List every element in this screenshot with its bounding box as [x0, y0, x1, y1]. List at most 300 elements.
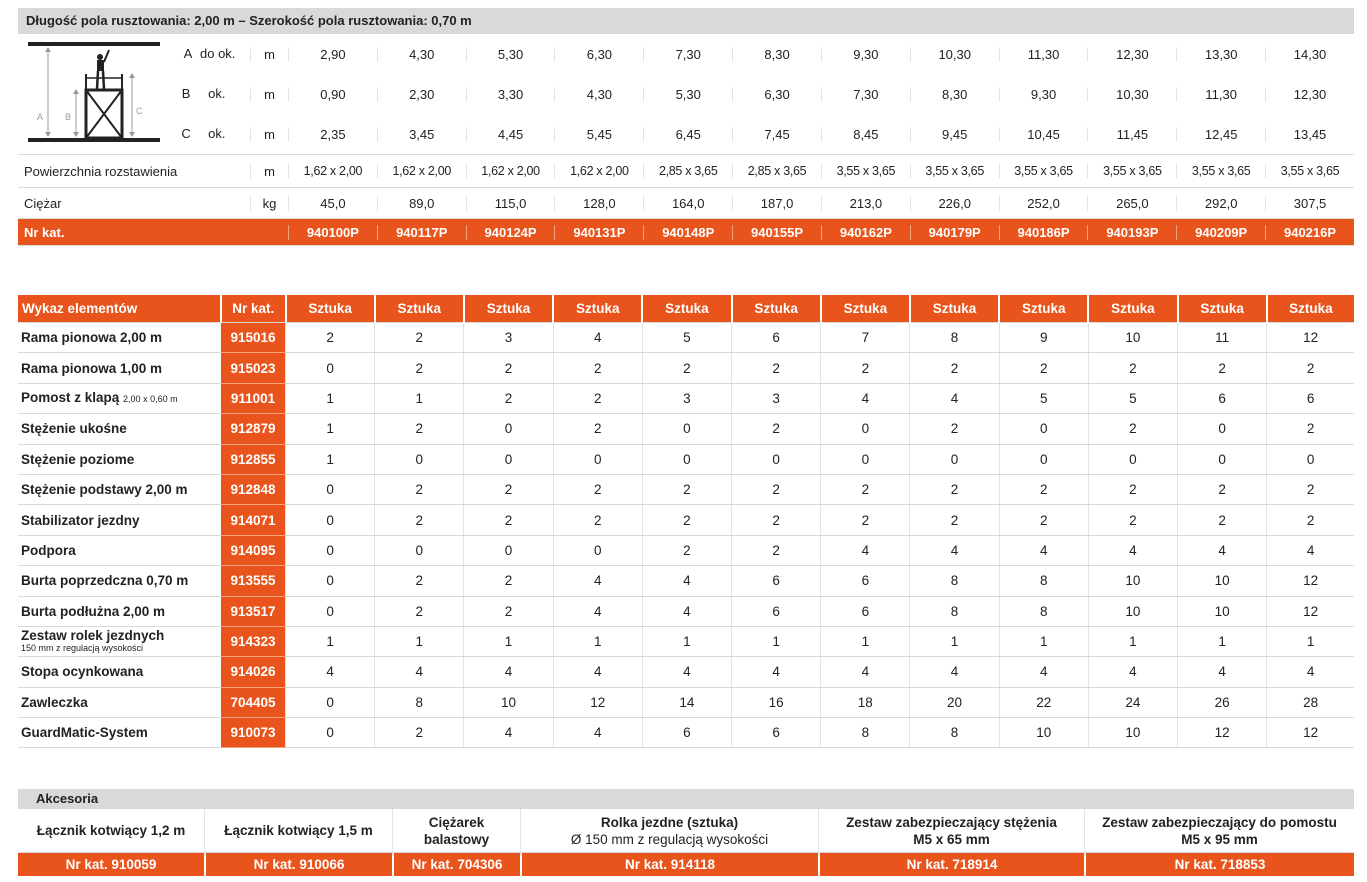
- table-row: [18, 535, 1354, 565]
- value-cell: 2,35: [288, 127, 377, 142]
- quantity-cell: 2: [375, 353, 464, 383]
- element-name-text: Stężenie poziome: [21, 451, 135, 467]
- quantity-cell: 1: [286, 383, 375, 413]
- accessories-catalog-row: [18, 853, 1354, 876]
- quantity-cell: 2: [1088, 474, 1177, 504]
- accessory-name-cell: [204, 809, 392, 853]
- qty-header: Sztuka: [999, 295, 1088, 323]
- quantity-cell: 4: [553, 323, 642, 353]
- quantity-cell: 10: [1178, 566, 1267, 596]
- element-name-text: Burta podłużna 2,00 m: [21, 603, 166, 619]
- value-cell: 6,30: [732, 87, 821, 102]
- quantity-cell: 11: [1178, 323, 1267, 353]
- elements-table: [18, 295, 1354, 748]
- quantity-cell: 1: [1267, 626, 1354, 656]
- value-cell: 7,30: [643, 47, 732, 62]
- elements-header-name: Wykaz elementów: [18, 295, 221, 323]
- quantity-cell: 4: [642, 657, 731, 687]
- value-cell: 940100P: [288, 225, 377, 240]
- quantity-cell: 4: [286, 657, 375, 687]
- value-cell: 45,0: [288, 196, 377, 211]
- quantity-cell: 2: [821, 474, 910, 504]
- unit-cell: m: [250, 164, 288, 179]
- value-cell: 8,45: [821, 127, 910, 142]
- qty-header: Sztuka: [732, 295, 821, 323]
- quantity-cell: 12: [1178, 718, 1267, 748]
- quantity-cell: 6: [642, 718, 731, 748]
- element-name-text: Stężenie podstawy 2,00 m: [21, 482, 188, 498]
- value-cell: 5,30: [466, 47, 555, 62]
- value-cell: 3,30: [466, 87, 555, 102]
- element-name-text: GuardMatic-System: [21, 725, 148, 741]
- element-name-text: Zawleczka: [21, 694, 88, 710]
- element-catalog-number: 914323: [221, 626, 286, 656]
- quantity-cell: 2: [642, 353, 731, 383]
- value-cell: 940148P: [643, 225, 732, 240]
- value-cell: 4,30: [554, 87, 643, 102]
- dimension-rows: [18, 34, 1354, 154]
- dimension-labels: [176, 34, 250, 154]
- value-cell: 11,30: [999, 47, 1088, 62]
- element-catalog-number: 912879: [221, 414, 286, 444]
- value-cell: 8,30: [732, 47, 821, 62]
- element-catalog-number: 910073: [221, 718, 286, 748]
- quantity-cell: 1: [1178, 626, 1267, 656]
- quantity-cell: 0: [286, 505, 375, 535]
- quantity-cell: 2: [821, 505, 910, 535]
- base-area-label: Powierzchnia rozstawienia: [24, 163, 178, 179]
- accessory-name-cell: [392, 809, 520, 853]
- base-area-row: [18, 154, 1354, 188]
- element-name: [18, 718, 221, 748]
- quantity-cell: 18: [821, 687, 910, 717]
- quantity-cell: 14: [642, 687, 731, 717]
- value-cell: 940179P: [910, 225, 999, 240]
- quantity-cell: 0: [464, 414, 553, 444]
- quantity-cell: 4: [821, 535, 910, 565]
- accessory-detail: M5 x 95 mm: [1181, 831, 1258, 847]
- value-cell: 940216P: [1265, 225, 1354, 240]
- quantity-cell: 2: [553, 505, 642, 535]
- value-cell: 2,90: [288, 47, 377, 62]
- quantity-cell: 10: [1088, 566, 1177, 596]
- quantity-cell: 2: [910, 353, 999, 383]
- element-name: [18, 566, 221, 596]
- value-cell: 940117P: [377, 225, 466, 240]
- quantity-cell: 6: [732, 596, 821, 626]
- quantity-cell: 4: [821, 657, 910, 687]
- quantity-cell: 2: [375, 596, 464, 626]
- accessory-detail: Ø 150 mm z regulacją wysokości: [570, 831, 769, 847]
- quantity-cell: 10: [1088, 323, 1177, 353]
- quantity-cell: 6: [821, 566, 910, 596]
- quantity-cell: 0: [375, 535, 464, 565]
- quantity-cell: 2: [910, 474, 999, 504]
- quantity-cell: 8: [821, 718, 910, 748]
- value-cell: 12,45: [1176, 127, 1265, 142]
- quantity-cell: 4: [1267, 657, 1354, 687]
- quantity-cell: 8: [910, 718, 999, 748]
- quantity-cell: 2: [375, 505, 464, 535]
- value-cell: 164,0: [643, 196, 732, 211]
- quantity-cell: 3: [732, 383, 821, 413]
- value-cell: 11,30: [1176, 87, 1265, 102]
- quantity-cell: 0: [821, 414, 910, 444]
- element-catalog-number: 914026: [221, 657, 286, 687]
- value-cell: 1,62 x 2,00: [466, 164, 555, 178]
- dimension-values: [250, 34, 1354, 154]
- quantity-cell: 2: [732, 353, 821, 383]
- quantity-cell: 0: [999, 444, 1088, 474]
- quantity-cell: 10: [464, 687, 553, 717]
- quantity-cell: 2: [1267, 414, 1354, 444]
- accessory-name-block: [224, 822, 373, 839]
- quantity-cell: 4: [553, 657, 642, 687]
- quantity-cell: 16: [732, 687, 821, 717]
- element-name-text: Stężenie ukośne: [21, 421, 127, 437]
- quantity-cell: 2: [999, 505, 1088, 535]
- table-row: [18, 323, 1354, 353]
- quantity-cell: 1: [910, 626, 999, 656]
- quantity-cell: 12: [1267, 718, 1354, 748]
- quantity-cell: 6: [732, 323, 821, 353]
- value-cell: 8,30: [910, 87, 999, 102]
- accessory-name: Zestaw zabezpieczający stężenia: [846, 814, 1057, 830]
- quantity-cell: 4: [1178, 535, 1267, 565]
- quantity-cell: 1: [1088, 626, 1177, 656]
- element-name: [18, 444, 221, 474]
- quantity-cell: 8: [910, 566, 999, 596]
- value-cell: 3,55 x 3,65: [1176, 164, 1265, 178]
- quantity-cell: 2: [553, 474, 642, 504]
- quantity-cell: 2: [910, 414, 999, 444]
- quantity-cell: 2: [910, 505, 999, 535]
- element-name: [18, 474, 221, 504]
- quantity-cell: 1: [286, 444, 375, 474]
- quantity-cell: 2: [732, 474, 821, 504]
- quantity-cell: 2: [553, 353, 642, 383]
- element-name: [18, 414, 221, 444]
- dim-row-b: [250, 74, 1354, 114]
- table-row: [18, 566, 1354, 596]
- accessory-name-block: [846, 814, 1057, 848]
- value-cell: 265,0: [1087, 196, 1176, 211]
- quantity-cell: 10: [1178, 596, 1267, 626]
- value-cell: 3,55 x 3,65: [910, 164, 999, 178]
- accessory-detail: balastowy: [423, 831, 490, 847]
- accessory-name: Łącznik kotwiący 1,2 m: [36, 823, 186, 838]
- element-catalog-number: 912855: [221, 444, 286, 474]
- value-cell: 10,30: [910, 47, 999, 62]
- quantity-cell: 4: [375, 657, 464, 687]
- quantity-cell: 0: [553, 535, 642, 565]
- quantity-cell: 4: [464, 718, 553, 748]
- quantity-cell: 8: [910, 323, 999, 353]
- qty-header: Sztuka: [286, 295, 375, 323]
- quantity-cell: 12: [1267, 566, 1354, 596]
- quantity-cell: 2: [464, 353, 553, 383]
- catalog-number-label: Nr kat.: [24, 224, 65, 240]
- element-name: [18, 657, 221, 687]
- diagram-letter-c: C: [136, 106, 143, 116]
- value-cell: 940193P: [1087, 225, 1176, 240]
- element-catalog-number: 915023: [221, 353, 286, 383]
- quantity-cell: 2: [464, 566, 553, 596]
- table-row: [18, 718, 1354, 748]
- value-cell: 12,30: [1087, 47, 1176, 62]
- quantity-cell: 2: [642, 505, 731, 535]
- elements-header-kat: Nr kat.: [221, 295, 286, 323]
- quantity-cell: 7: [821, 323, 910, 353]
- table-row: [18, 505, 1354, 535]
- qty-header: Sztuka: [464, 295, 553, 323]
- qty-header: Sztuka: [553, 295, 642, 323]
- quantity-cell: 2: [1178, 505, 1267, 535]
- quantity-cell: 20: [910, 687, 999, 717]
- accessory-name: Rolka jezdne (sztuka): [600, 814, 739, 830]
- unit-cell: kg: [250, 196, 288, 211]
- accessory-name-block: [424, 814, 489, 848]
- value-cell: 128,0: [554, 196, 643, 211]
- element-catalog-number: 704405: [221, 687, 286, 717]
- value-cell: 940162P: [821, 225, 910, 240]
- quantity-cell: 2: [375, 414, 464, 444]
- value-cell: 89,0: [377, 196, 466, 211]
- weight-row: [18, 188, 1354, 219]
- quantity-cell: 5: [1088, 383, 1177, 413]
- quantity-cell: 2: [375, 323, 464, 353]
- value-cell: 2,85 x 3,65: [643, 164, 732, 178]
- quantity-cell: 8: [910, 596, 999, 626]
- diagram-letter-a: A: [37, 112, 44, 122]
- value-cell: 3,55 x 3,65: [1087, 164, 1176, 178]
- value-cell: 252,0: [999, 196, 1088, 211]
- quantity-cell: 8: [375, 687, 464, 717]
- quantity-cell: 6: [732, 718, 821, 748]
- value-cell: 12,30: [1265, 87, 1354, 102]
- qty-header: Sztuka: [375, 295, 464, 323]
- dim-label-b: B ok.: [181, 86, 226, 101]
- value-cell: 226,0: [910, 196, 999, 211]
- quantity-cell: 4: [553, 718, 642, 748]
- value-cell: 7,45: [732, 127, 821, 142]
- quantity-cell: 4: [553, 596, 642, 626]
- quantity-cell: 2: [464, 505, 553, 535]
- quantity-cell: 1: [464, 626, 553, 656]
- quantity-cell: 4: [1088, 657, 1177, 687]
- value-cell: 9,45: [910, 127, 999, 142]
- quantity-cell: 1: [999, 626, 1088, 656]
- quantity-cell: 4: [910, 657, 999, 687]
- catalog-number-row: [18, 219, 1354, 246]
- accessory-catalog-number: Nr kat. 910059: [18, 853, 204, 876]
- elements-header-row: [18, 295, 1354, 323]
- quantity-cell: 0: [642, 414, 731, 444]
- quantity-cell: 26: [1178, 687, 1267, 717]
- value-cell: 940131P: [554, 225, 643, 240]
- value-cell: 5,45: [554, 127, 643, 142]
- value-cell: 187,0: [732, 196, 821, 211]
- quantity-cell: 0: [286, 687, 375, 717]
- value-cell: 10,45: [999, 127, 1088, 142]
- element-name: [18, 383, 221, 413]
- element-sub-note: 150 mm z regulacją wysokości: [21, 642, 144, 653]
- quantity-cell: 1: [375, 626, 464, 656]
- quantity-cell: 2: [821, 353, 910, 383]
- value-cell: 3,55 x 3,65: [999, 164, 1088, 178]
- accessories-table: [18, 789, 1354, 876]
- table-row: [18, 626, 1354, 656]
- value-cell: 0,90: [288, 87, 377, 102]
- unit-cell: m: [250, 87, 288, 102]
- value-cell: 7,30: [821, 87, 910, 102]
- quantity-cell: 6: [1178, 383, 1267, 413]
- quantity-cell: 0: [464, 535, 553, 565]
- quantity-cell: 8: [999, 596, 1088, 626]
- value-cell: 5,30: [643, 87, 732, 102]
- table-row: [18, 474, 1354, 504]
- element-name: [18, 687, 221, 717]
- quantity-cell: 9: [999, 323, 1088, 353]
- quantity-cell: 10: [1088, 718, 1177, 748]
- quantity-cell: 2: [464, 474, 553, 504]
- element-name: [18, 626, 221, 656]
- quantity-cell: 28: [1267, 687, 1354, 717]
- value-cell: 3,45: [377, 127, 466, 142]
- accessory-name-block: [571, 814, 768, 848]
- value-cell: 307,5: [1265, 196, 1354, 211]
- quantity-cell: 4: [642, 566, 731, 596]
- accessory-catalog-number: Nr kat. 914118: [520, 853, 818, 876]
- element-name-text: Rama pionowa 1,00 m: [21, 360, 163, 376]
- quantity-cell: 6: [821, 596, 910, 626]
- quantity-cell: 2: [375, 566, 464, 596]
- quantity-cell: 2: [375, 474, 464, 504]
- value-cell: 940124P: [466, 225, 555, 240]
- value-cell: 14,30: [1265, 47, 1354, 62]
- quantity-cell: 5: [642, 323, 731, 353]
- value-cell: 13,30: [1176, 47, 1265, 62]
- quantity-cell: 4: [999, 657, 1088, 687]
- qty-header: Sztuka: [910, 295, 999, 323]
- quantity-cell: 10: [999, 718, 1088, 748]
- value-cell: 292,0: [1176, 196, 1265, 211]
- element-catalog-number: 914095: [221, 535, 286, 565]
- accessory-name: Łącznik kotwiący 1,5 m: [224, 823, 373, 838]
- accessory-catalog-number: Nr kat. 718853: [1084, 853, 1354, 876]
- quantity-cell: 1: [375, 383, 464, 413]
- quantity-cell: 12: [1267, 323, 1354, 353]
- element-catalog-number: 911001: [221, 383, 286, 413]
- element-name-text: Burta poprzedczna 0,70 m: [21, 573, 189, 589]
- element-name: [18, 353, 221, 383]
- value-cell: 9,30: [999, 87, 1088, 102]
- quantity-cell: 6: [732, 566, 821, 596]
- quantity-cell: 0: [286, 353, 375, 383]
- accessory-catalog-number: Nr kat. 910066: [204, 853, 392, 876]
- dim-row-a: [250, 34, 1354, 74]
- quantity-cell: 0: [999, 414, 1088, 444]
- quantity-cell: 2: [1178, 353, 1267, 383]
- quantity-cell: 0: [642, 444, 731, 474]
- quantity-cell: 4: [1267, 535, 1354, 565]
- table-row: [18, 383, 1354, 413]
- quantity-cell: 2: [464, 383, 553, 413]
- quantity-cell: 0: [286, 535, 375, 565]
- quantity-cell: 2: [642, 474, 731, 504]
- quantity-cell: 1: [553, 626, 642, 656]
- element-name-text: Podpora: [21, 542, 76, 558]
- value-cell: 3,55 x 3,65: [1265, 164, 1354, 178]
- value-cell: 11,45: [1087, 127, 1176, 142]
- quantity-cell: 2: [464, 596, 553, 626]
- value-cell: 1,62 x 2,00: [554, 164, 643, 178]
- qty-header: Sztuka: [642, 295, 731, 323]
- dim-label-a: A do ok.: [183, 46, 236, 61]
- qty-header: Sztuka: [1267, 295, 1354, 323]
- element-name-text: Rama pionowa 2,00 m: [21, 330, 163, 346]
- quantity-cell: 4: [1178, 657, 1267, 687]
- quantity-cell: 0: [732, 444, 821, 474]
- element-name-text: Zestaw rolek jezdnych: [21, 627, 165, 643]
- qty-header: Sztuka: [1088, 295, 1177, 323]
- quantity-cell: 2: [375, 718, 464, 748]
- quantity-cell: 12: [1267, 596, 1354, 626]
- quantity-cell: 4: [732, 657, 821, 687]
- diagram-letter-b: B: [65, 112, 72, 122]
- value-cell: 940155P: [732, 225, 821, 240]
- quantity-cell: 0: [910, 444, 999, 474]
- quantity-cell: 2: [642, 535, 731, 565]
- quantity-cell: 2: [553, 414, 642, 444]
- value-cell: 6,30: [554, 47, 643, 62]
- quantity-cell: 5: [999, 383, 1088, 413]
- table-row: [18, 444, 1354, 474]
- table-row: [18, 687, 1354, 717]
- element-name-text: Stabilizator jezdny: [21, 512, 140, 528]
- quantity-cell: 0: [464, 444, 553, 474]
- value-cell: 4,45: [466, 127, 555, 142]
- quantity-cell: 2: [286, 323, 375, 353]
- quantity-cell: 2: [1267, 353, 1354, 383]
- element-catalog-number: 912848: [221, 474, 286, 504]
- quantity-cell: 2: [732, 535, 821, 565]
- value-cell: 13,45: [1265, 127, 1354, 142]
- value-cell: 3,55 x 3,65: [821, 164, 910, 178]
- accessory-detail: M5 x 65 mm: [913, 831, 990, 847]
- quantity-cell: 1: [642, 626, 731, 656]
- quantity-cell: 0: [375, 444, 464, 474]
- quantity-cell: 24: [1088, 687, 1177, 717]
- quantity-cell: 4: [464, 657, 553, 687]
- value-cell: 9,30: [821, 47, 910, 62]
- quantity-cell: 3: [464, 323, 553, 353]
- quantity-cell: 4: [910, 383, 999, 413]
- value-cell: 1,62 x 2,00: [377, 164, 466, 178]
- accessory-name-cell: [520, 809, 818, 853]
- accessories-title: Akcesoria: [18, 789, 1354, 809]
- quantity-cell: 0: [1088, 444, 1177, 474]
- accessory-name-block: [37, 822, 186, 839]
- quantity-cell: 2: [1178, 474, 1267, 504]
- quantity-cell: 2: [1088, 505, 1177, 535]
- accessories-header-row: [18, 809, 1354, 853]
- accessory-name: Ciężarek: [428, 814, 485, 830]
- value-cell: 10,30: [1087, 87, 1176, 102]
- quantity-cell: 0: [1178, 414, 1267, 444]
- table-row: [18, 414, 1354, 444]
- quantity-cell: 10: [1088, 596, 1177, 626]
